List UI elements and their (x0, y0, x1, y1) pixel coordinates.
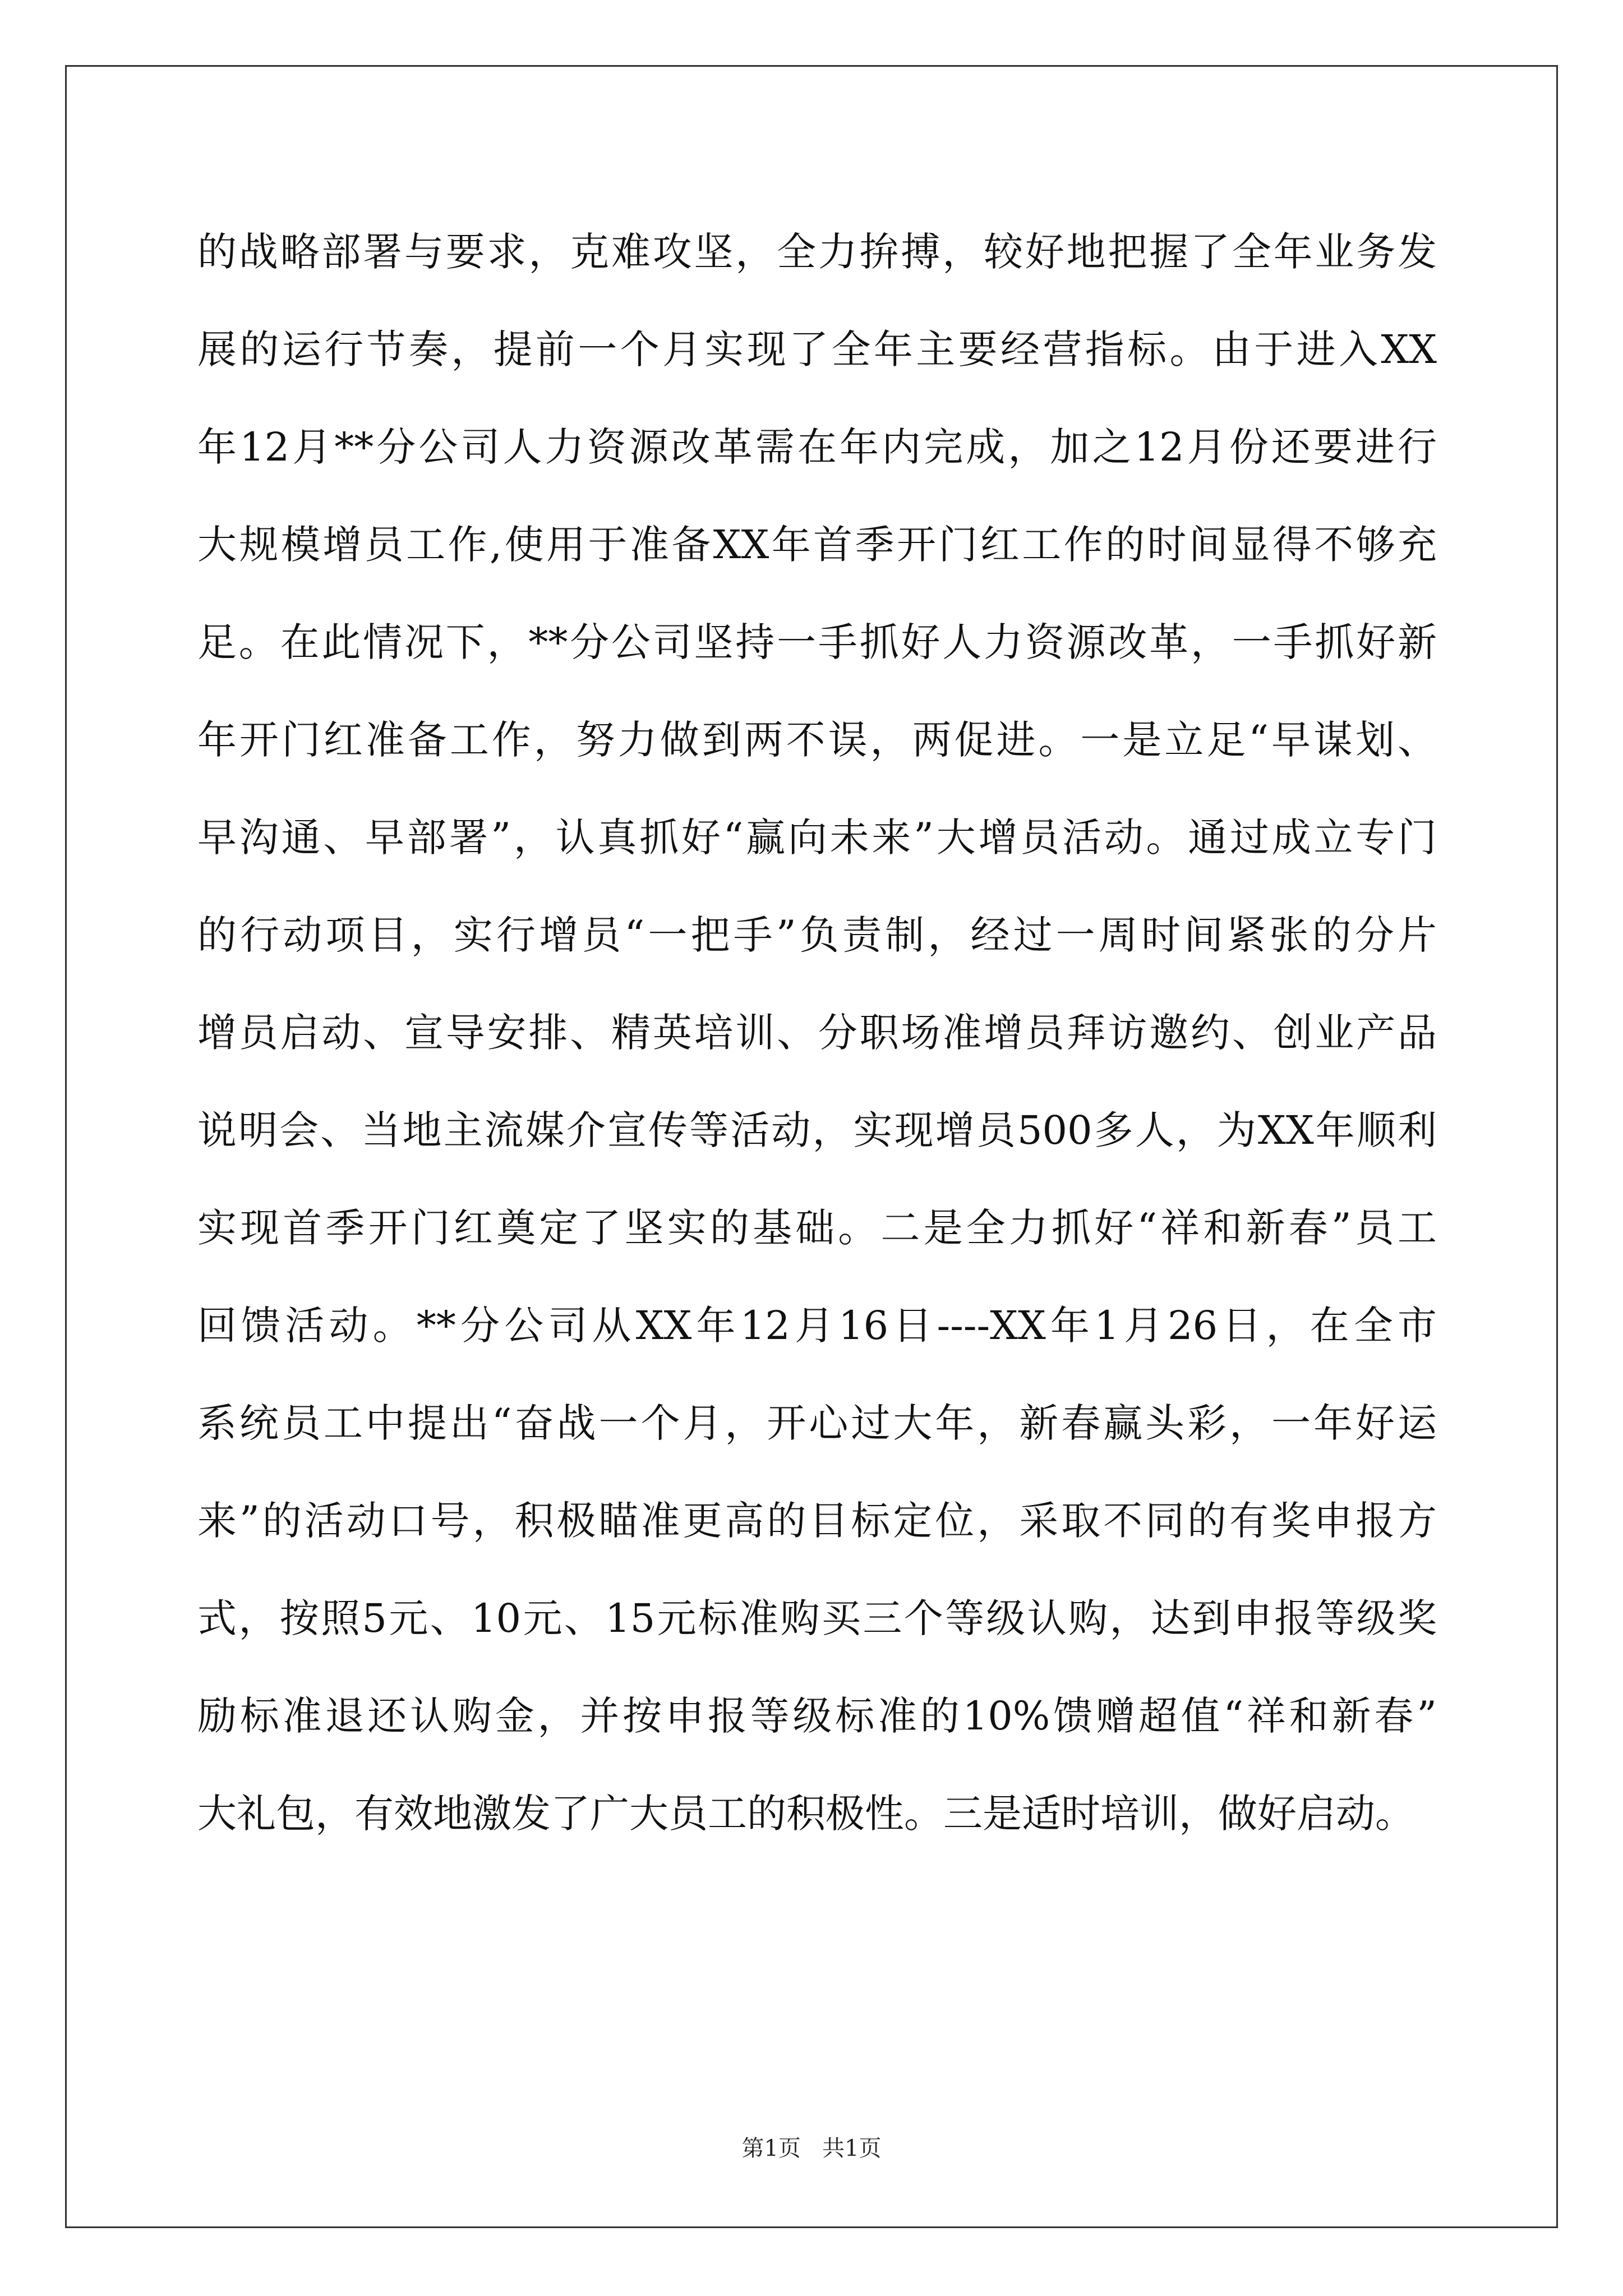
text-line: 增员启动、宣导安排、精英培训、分职场准增员拜访邀约、创业产品 (197, 1010, 1437, 1056)
text-line: 的战略部署与要求，克难攻坚，全力拚搏，较好地把握了全年业务发 (197, 229, 1437, 275)
text-line: 来”的活动口号，积极瞄准更高的目标定位，采取不同的有奖申报方 (197, 1498, 1437, 1544)
text-line: 实现首季开门红奠定了坚实的基础。二是全力抓好“祥和新春”员工 (197, 1205, 1437, 1251)
text-line: 大规模增员工作,使用于准备XX年首季开门红工作的时间显得不够充 (197, 522, 1437, 568)
text-line: 足。在此情况下，**分公司坚持一手抓好人力资源改革，一手抓好新 (197, 619, 1437, 665)
text-line: 式，按照5元、10元、15元标准购买三个等级认购，达到申报等级奖 (197, 1595, 1437, 1641)
text-line: 回馈活动。**分公司从XX年12月16日----XX年1月26日，在全市 (197, 1303, 1437, 1349)
document-body (197, 219, 1437, 1878)
page-footer: 第1页 共1页 (741, 2136, 882, 2161)
text-line: 说明会、当地主流媒介宣传等活动，实现增员500多人，为XX年顺利 (197, 1107, 1437, 1153)
text-line: 展的运行节奏，提前一个月实现了全年主要经营指标。由于进入XX (197, 326, 1437, 372)
text-line: 的行动项目，实行增员“一把手”负责制，经过一周时间紧张的分片 (197, 912, 1437, 958)
text-line: 大礼包，有效地激发了广大员工的积极性。三是适时培训，做好启动。 (197, 1791, 1414, 1837)
text-line: 年12月**分公司人力资源改革需在年内完成，加之12月份还要进行 (197, 424, 1437, 470)
text-line: 早沟通、早部署”，认真抓好“赢向未来”大增员活动。通过成立专门 (197, 815, 1437, 861)
text-line: 励标准退还认购金，并按申报等级标准的10%馈赠超值“祥和新春” (197, 1693, 1437, 1739)
text-line: 系统员工中提出“奋战一个月，开心过大年，新春赢头彩，一年好运 (197, 1400, 1437, 1446)
text-line: 年开门红准备工作，努力做到两不误，两促进。一是立足“早谋划、 (197, 717, 1437, 763)
